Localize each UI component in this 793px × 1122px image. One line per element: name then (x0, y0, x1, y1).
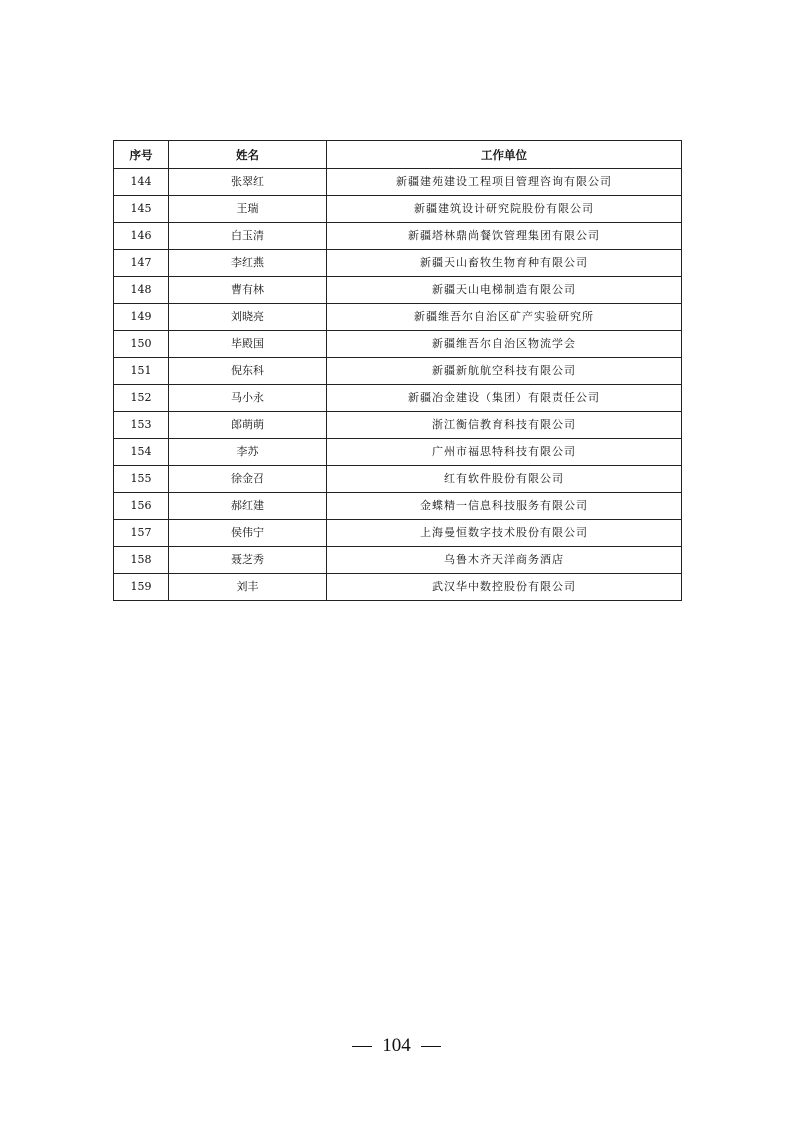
table-row (114, 304, 682, 331)
cell-name: 倪东科 (169, 358, 327, 385)
cell-organization: 新疆建筑设计研究院股份有限公司 (327, 196, 682, 223)
page-footer (0, 1034, 793, 1058)
cell-index: 159 (114, 574, 169, 601)
cell-index: 158 (114, 547, 169, 574)
cell-index: 150 (114, 331, 169, 358)
table-row (114, 385, 682, 412)
cell-organization: 新疆建苑建设工程项目管理咨询有限公司 (327, 169, 682, 196)
cell-index: 144 (114, 169, 169, 196)
cell-organization: 武汉华中数控股份有限公司 (327, 574, 682, 601)
cell-index: 149 (114, 304, 169, 331)
cell-name: 马小永 (169, 385, 327, 412)
cell-organization: 上海曼恒数字技术股份有限公司 (327, 520, 682, 547)
cell-name: 聂芝秀 (169, 547, 327, 574)
cell-organization: 新疆天山电梯制造有限公司 (327, 277, 682, 304)
cell-name: 王瑞 (169, 196, 327, 223)
cell-organization: 红有软件股份有限公司 (327, 466, 682, 493)
cell-index: 145 (114, 196, 169, 223)
roster-table (113, 140, 682, 601)
cell-organization: 乌鲁木齐天洋商务酒店 (327, 547, 682, 574)
page-number: 104 (382, 1035, 411, 1056)
cell-organization: 新疆维吾尔自治区物流学会 (327, 331, 682, 358)
cell-index: 157 (114, 520, 169, 547)
cell-name: 曹有林 (169, 277, 327, 304)
cell-name: 侯伟宁 (169, 520, 327, 547)
cell-index: 153 (114, 412, 169, 439)
cell-index: 151 (114, 358, 169, 385)
table-row (114, 439, 682, 466)
table-row (114, 574, 682, 601)
table-row (114, 331, 682, 358)
header-name: 姓名 (169, 141, 327, 169)
cell-index: 146 (114, 223, 169, 250)
table-row (114, 223, 682, 250)
roster-table-container (113, 140, 681, 601)
table-row (114, 520, 682, 547)
cell-index: 148 (114, 277, 169, 304)
cell-name: 李苏 (169, 439, 327, 466)
footer-dash-left (352, 1046, 372, 1047)
table-row (114, 169, 682, 196)
cell-name: 张翠红 (169, 169, 327, 196)
table-row (114, 412, 682, 439)
table-row (114, 277, 682, 304)
cell-organization: 浙江衡信教育科技有限公司 (327, 412, 682, 439)
table-row (114, 196, 682, 223)
cell-name: 郎萌萌 (169, 412, 327, 439)
cell-index: 155 (114, 466, 169, 493)
footer-dash-right (421, 1046, 441, 1047)
cell-name: 李红燕 (169, 250, 327, 277)
cell-organization: 广州市福思特科技有限公司 (327, 439, 682, 466)
cell-index: 147 (114, 250, 169, 277)
cell-index: 154 (114, 439, 169, 466)
table-row (114, 493, 682, 520)
cell-organization: 新疆新航航空科技有限公司 (327, 358, 682, 385)
cell-name: 刘晓亮 (169, 304, 327, 331)
cell-index: 156 (114, 493, 169, 520)
table-row (114, 250, 682, 277)
table-row (114, 466, 682, 493)
cell-name: 徐金召 (169, 466, 327, 493)
cell-organization: 新疆天山畜牧生物育种有限公司 (327, 250, 682, 277)
table-row (114, 547, 682, 574)
header-index: 序号 (114, 141, 169, 169)
cell-organization: 新疆维吾尔自治区矿产实验研究所 (327, 304, 682, 331)
cell-name: 郝红建 (169, 493, 327, 520)
table-header-row (114, 141, 682, 169)
cell-name: 白玉清 (169, 223, 327, 250)
cell-organization: 新疆塔林鼎尚餐饮管理集团有限公司 (327, 223, 682, 250)
cell-organization: 新疆冶金建设（集团）有限责任公司 (327, 385, 682, 412)
table-row (114, 358, 682, 385)
cell-organization: 金蝶精一信息科技服务有限公司 (327, 493, 682, 520)
header-organization: 工作单位 (327, 141, 682, 169)
cell-name: 毕殿国 (169, 331, 327, 358)
cell-name: 刘丰 (169, 574, 327, 601)
cell-index: 152 (114, 385, 169, 412)
